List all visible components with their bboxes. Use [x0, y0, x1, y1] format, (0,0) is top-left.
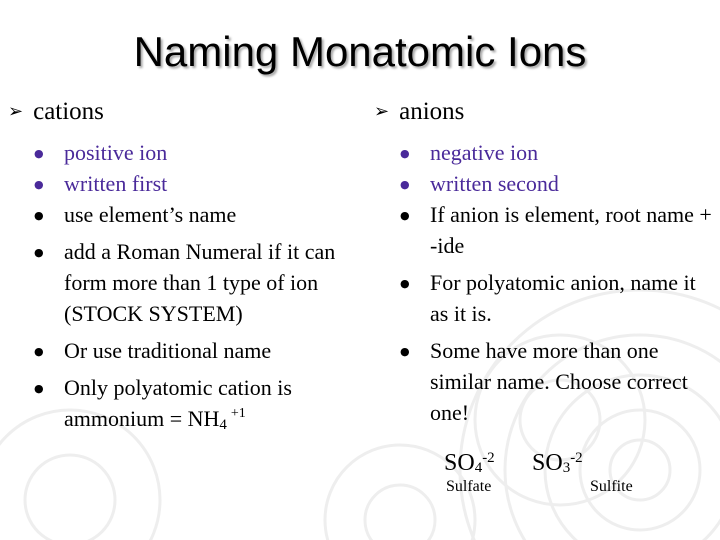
arrow-bullet-icon: ➢ [8, 101, 24, 122]
list-item: ● add a Roman Numeral if it can form more than 1 type of ion (STOCK SYSTEM) [34, 239, 336, 326]
cations-list [30, 137, 360, 438]
ammonium-charge: +1 [230, 406, 246, 421]
list-item: ● Some have more than one similar name. Choose correct one! [400, 338, 688, 425]
anions-list [396, 137, 714, 428]
anions-heading: ➢ anions [374, 98, 465, 125]
list-item: ● If anion is element, root name + -ide [400, 202, 712, 258]
list-item: ● Only polyatomic cation is ammonium = $NH4^{+1}$ [34, 375, 292, 433]
bullet-icon: ● [34, 246, 44, 259]
list-item: ● For polyatomic anion, name it as it is. [400, 270, 696, 326]
sulfite-name: Sulfite [590, 478, 633, 495]
page-title: Naming Monatomic Ions [133, 28, 587, 75]
list-item: ● Or use traditional name [30, 335, 360, 366]
list-item: ● positive ion [30, 137, 360, 168]
bullet-icon: ● [34, 209, 44, 222]
bullet-icon: ● [34, 345, 44, 358]
list-item: ● written second [396, 168, 714, 199]
list-item: ● use element’s name [30, 199, 360, 230]
bullet-icon: ● [400, 277, 410, 290]
sulfite-formula: $SO_3^{-2}$ [532, 450, 583, 476]
bullet-icon: ● [400, 209, 410, 222]
list-item: ● negative ion [396, 137, 714, 168]
arrow-bullet-icon: ➢ [374, 101, 390, 122]
ammonium-subscript: 4 [219, 417, 227, 433]
bullet-icon: ● [34, 382, 44, 395]
list-item: ● written first [30, 168, 360, 199]
cations-heading: ➢ cations [8, 98, 104, 125]
sulfate-formula: $SO_4^{-2}$ [444, 450, 495, 476]
bullet-icon: ● [34, 178, 44, 191]
bullet-icon: ● [400, 345, 410, 358]
bullet-icon: ● [34, 147, 44, 160]
sulfate-name: Sulfate [446, 478, 492, 495]
bullet-icon: ● [400, 147, 410, 160]
bullet-icon: ● [400, 178, 410, 191]
